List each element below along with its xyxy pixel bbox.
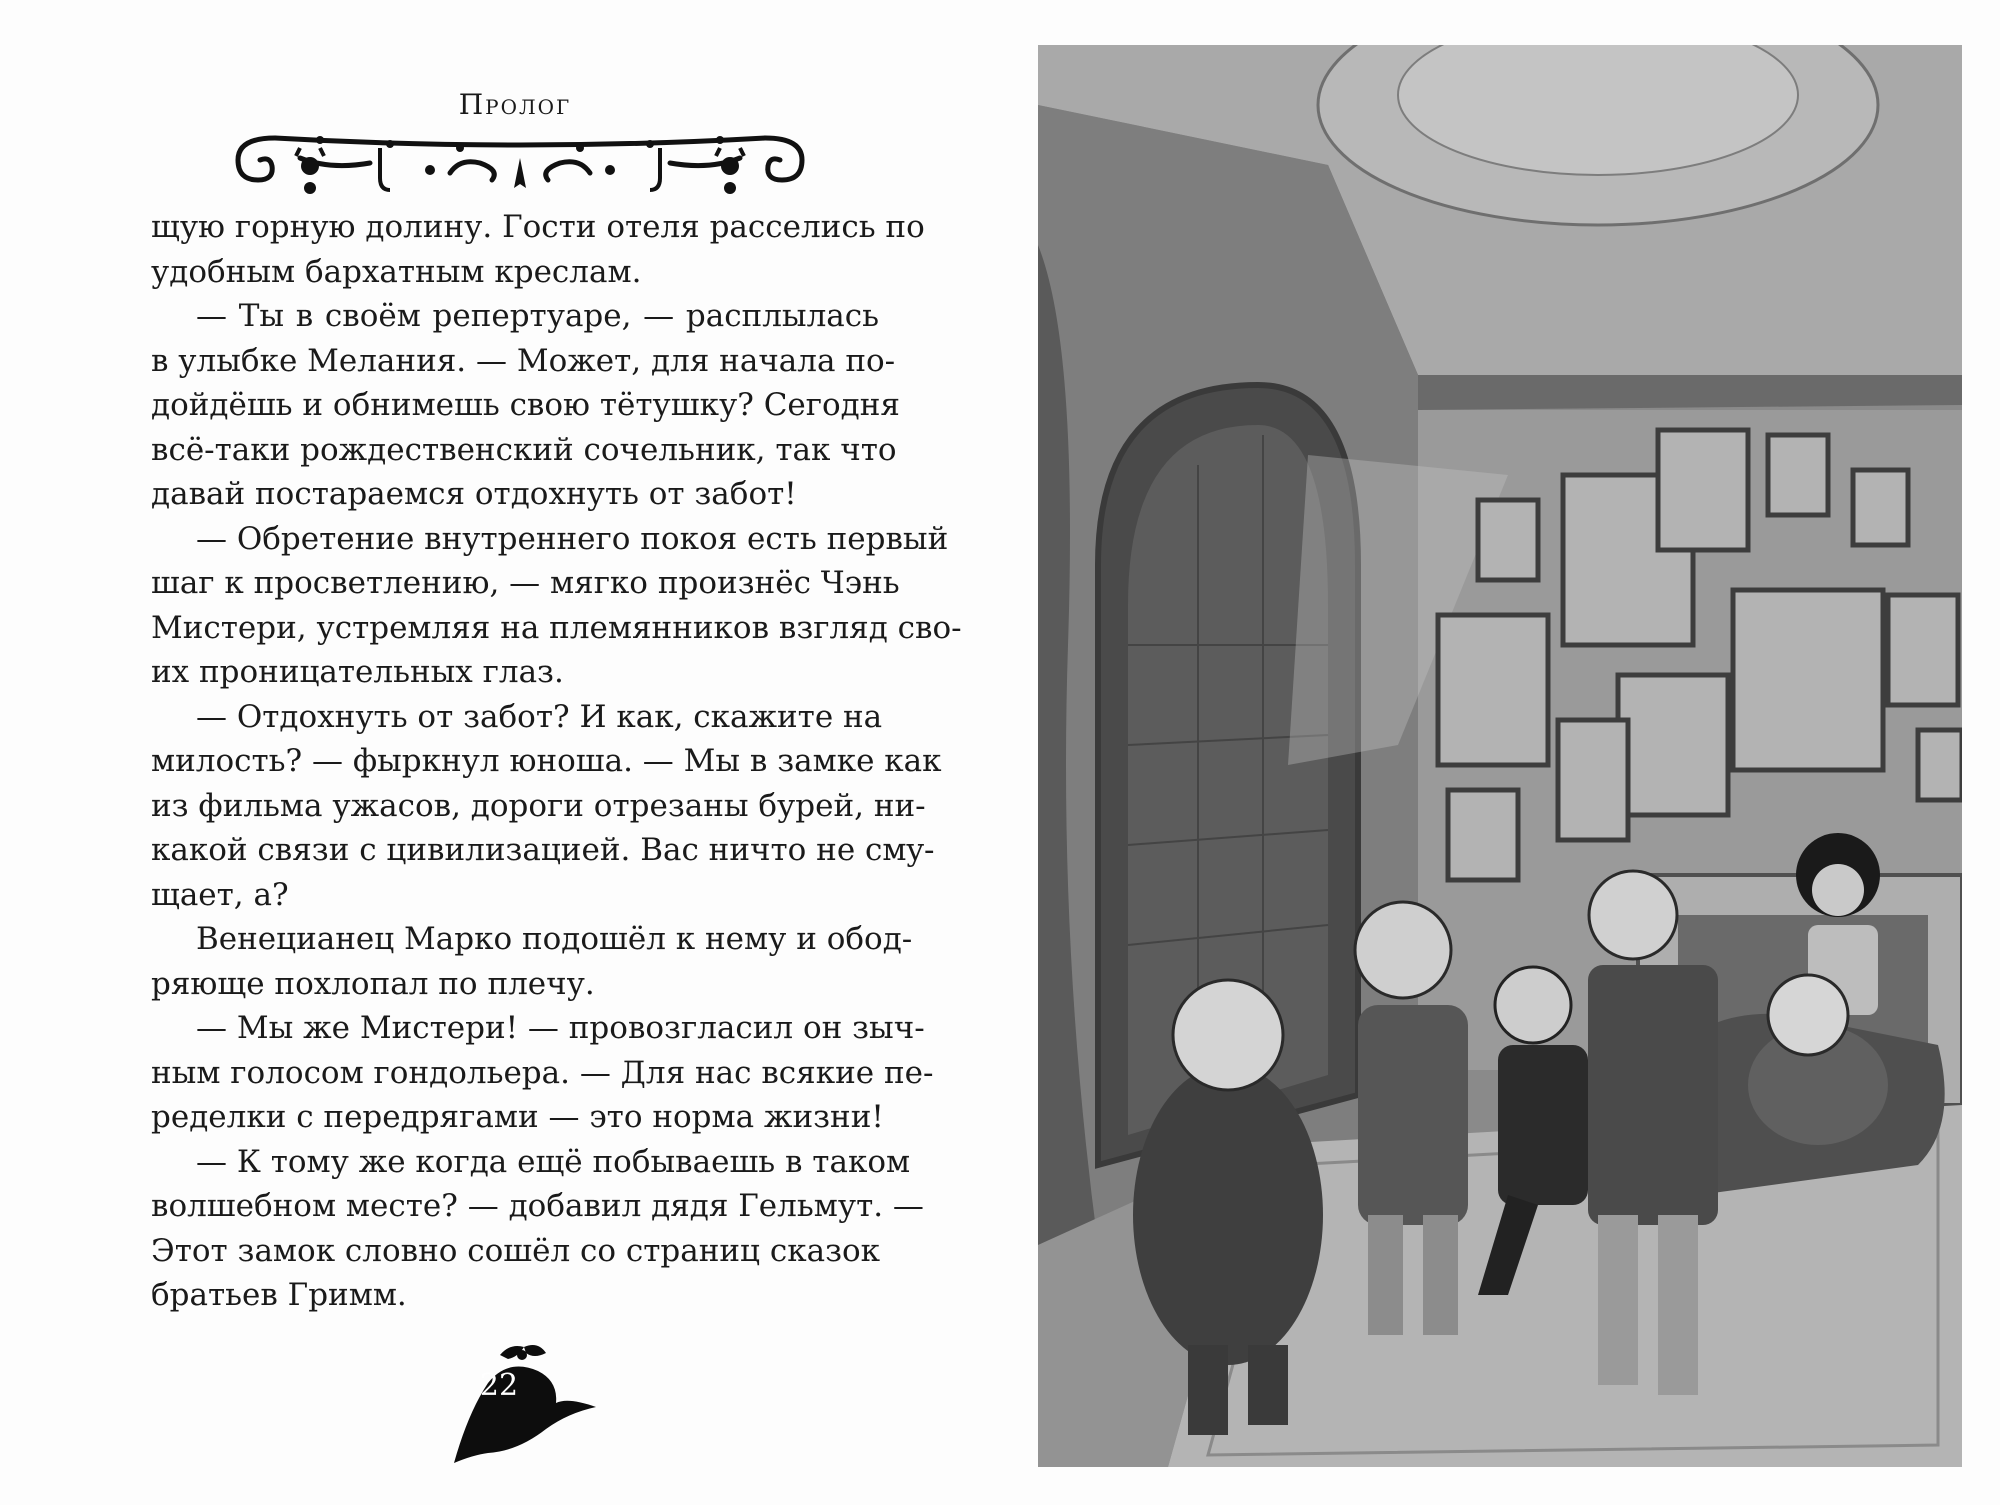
text-line: удобным бархатным креслам. (151, 253, 642, 290)
text-line: ряюще похлопал по плечу. (151, 965, 595, 1002)
text-line: давай постараемся отдохнуть от забот! (151, 476, 797, 512)
text-line: — Отдохнуть от забот? И как, скажите на (196, 698, 883, 735)
parlor-scene-illustration (1038, 45, 1962, 1467)
garland-ornament-icon (230, 118, 810, 218)
text-line: в улыбке Мелания. — Может, для начала по- (151, 342, 896, 379)
text-line: — Обретение внутреннего покоя есть первый (196, 520, 949, 557)
text-line: щую горную долину. Гости отеля расселись по (151, 209, 925, 245)
body-text (151, 205, 962, 1318)
chapter-title: Пролог (458, 88, 572, 121)
text-line: их проницательных глаз. (151, 654, 564, 690)
text-line: Мистери, устремляя на племянников взгляд сво- (151, 609, 962, 646)
text-line: Этот замок словно сошёл со страниц сказок (151, 1232, 881, 1269)
text-line: братьев Гримм. (151, 1277, 407, 1313)
text-line: волшебном месте? — добавил дядя Гельмут. — (151, 1188, 924, 1224)
page-number-badge (448, 1333, 598, 1473)
text-line: Венецианец Марко подошёл к нему и обод- (196, 921, 913, 957)
deerstalker-hat-icon (448, 1333, 598, 1473)
text-line: шаг к просветлению, — мягко произнёс Чэнь (151, 565, 900, 601)
text-line: из фильма ужасов, дороги отрезаны бурей, ни- (151, 787, 926, 824)
text-line: дойдёшь и обнимешь свою тётушку? Сегодня (151, 387, 900, 423)
text-line: — Ты в своём репертуаре, — расплылась (196, 298, 879, 334)
page-number: 22 (479, 1368, 519, 1403)
text-line: ределки с передрягами — это норма жизни! (151, 1099, 884, 1135)
text-line: всё-таки рождественский сочельник, так что (151, 431, 897, 468)
text-line: — Мы же Мистери! — провозгласил он зыч- (196, 1010, 925, 1046)
text-line: щает, а? (151, 876, 289, 913)
text-line: — К тому же когда ещё побываешь в таком (196, 1143, 911, 1180)
text-line: милость? — фыркнул юноша. — Мы в замке как (151, 743, 942, 779)
text-line: какой связи с цивилизацией. Вас ничто не смy- (151, 832, 935, 868)
text-line: ным голосом гондольера. — Для нас всякие пе- (151, 1054, 934, 1091)
illustration (1038, 45, 1962, 1467)
